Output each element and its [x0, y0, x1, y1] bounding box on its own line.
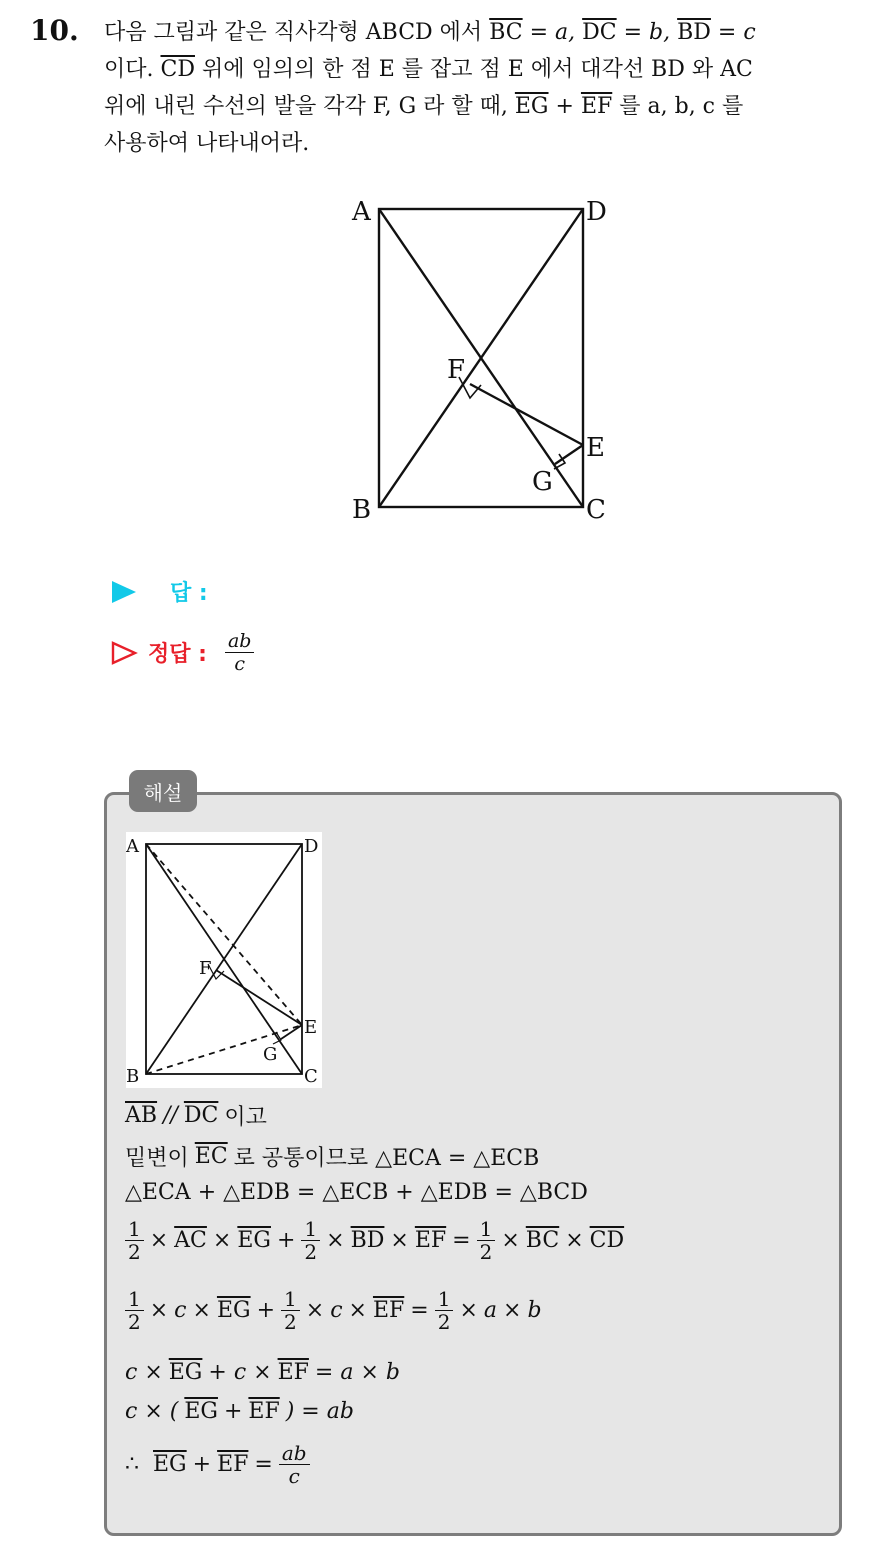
question-line-1: 다음 그림과 같은 직사각형 ABCD 에서 $\overline{BC} = a$, $\overline{DC} = b$, $\overline{BD} = c$ — [104, 20, 756, 45]
label-B: B — [352, 495, 372, 525]
label-E: E — [586, 433, 605, 463]
answer-label: 답 : — [170, 581, 208, 606]
final-answer-fraction: $\frac{ab}{c}$ — [279, 1442, 310, 1487]
question-line-4: 사용하여 나타내어라. — [104, 131, 310, 156]
correct-answer-label: 정답 : — [148, 642, 207, 667]
question-text — [104, 14, 864, 162]
question-number: 10. — [30, 14, 79, 47]
filled-triangle-icon — [110, 579, 138, 605]
sol-label-B: B — [126, 1066, 140, 1087]
label-C: C — [586, 495, 606, 525]
solution-figure — [126, 832, 322, 1088]
question-line-3: 위에 내린 수선의 발을 각각 F, G 라 할 때, $\overline{EG} + \overline{EF}$ 를 a, b, c 를 — [104, 94, 744, 119]
solution-line-7: c × ( $\overline{EG}$ + $\overline{EF}$ ) = ab — [125, 1399, 354, 1424]
label-F: F — [447, 355, 466, 385]
solution-line-3: △ECA + △EDB = △ECB + △EDB = △BCD — [125, 1180, 588, 1205]
sol-label-C: C — [304, 1066, 318, 1087]
solution-line-6: c × $\overline{EG}$ + c × $\overline{EF}$ = a × b — [125, 1360, 400, 1385]
rectangle-figure — [340, 188, 630, 528]
label-A: A — [352, 197, 371, 227]
correct-answer-row — [110, 630, 254, 675]
label-D: D — [586, 197, 607, 227]
answer-row — [110, 576, 208, 607]
sol-label-E: E — [304, 1017, 318, 1038]
sol-label-D: D — [304, 836, 319, 857]
solution-line-8: ∴ $\overline{EG}$ + $\overline{EF}$ = $\frac{ab}{c}$ — [125, 1442, 310, 1487]
solution-line-2: 밑변이 $\overline{EC}$ 로 공통이므로 △ECA = △ECB — [125, 1144, 540, 1171]
label-G: G — [532, 467, 553, 497]
sol-label-G: G — [263, 1044, 278, 1065]
solution-line-4: $\frac{1}{2}$ × $\overline{AC}$ × $\overline{EG}$ + $\frac{1}{2}$ × $\overline{BD}$ × $\overline{EF}$ = $\frac{1}{2}$ × $\overline{BC}$ × $\overline{CD}$ — [125, 1218, 624, 1263]
outline-triangle-icon — [110, 640, 138, 666]
solution-tag: 해설 — [129, 770, 197, 812]
question-line-2: 이다. $\overline{CD}$ 위에 임의의 한 점 E 를 잡고 점 E 에서 대각선 BD 와 AC — [104, 57, 753, 82]
correct-answer-fraction: $\frac{ab}{c}$ — [225, 630, 255, 675]
sol-label-F: F — [199, 958, 212, 979]
solution-line-5: $\frac{1}{2}$ × c × $\overline{EG}$ + $\frac{1}{2}$ × c × $\overline{EF}$ = $\frac{1}{2}$ × a × b — [125, 1288, 542, 1333]
sol-label-A: A — [126, 836, 139, 857]
solution-line-1: $\overline{AB}$ // $\overline{DC}$ 이고 — [125, 1103, 267, 1130]
